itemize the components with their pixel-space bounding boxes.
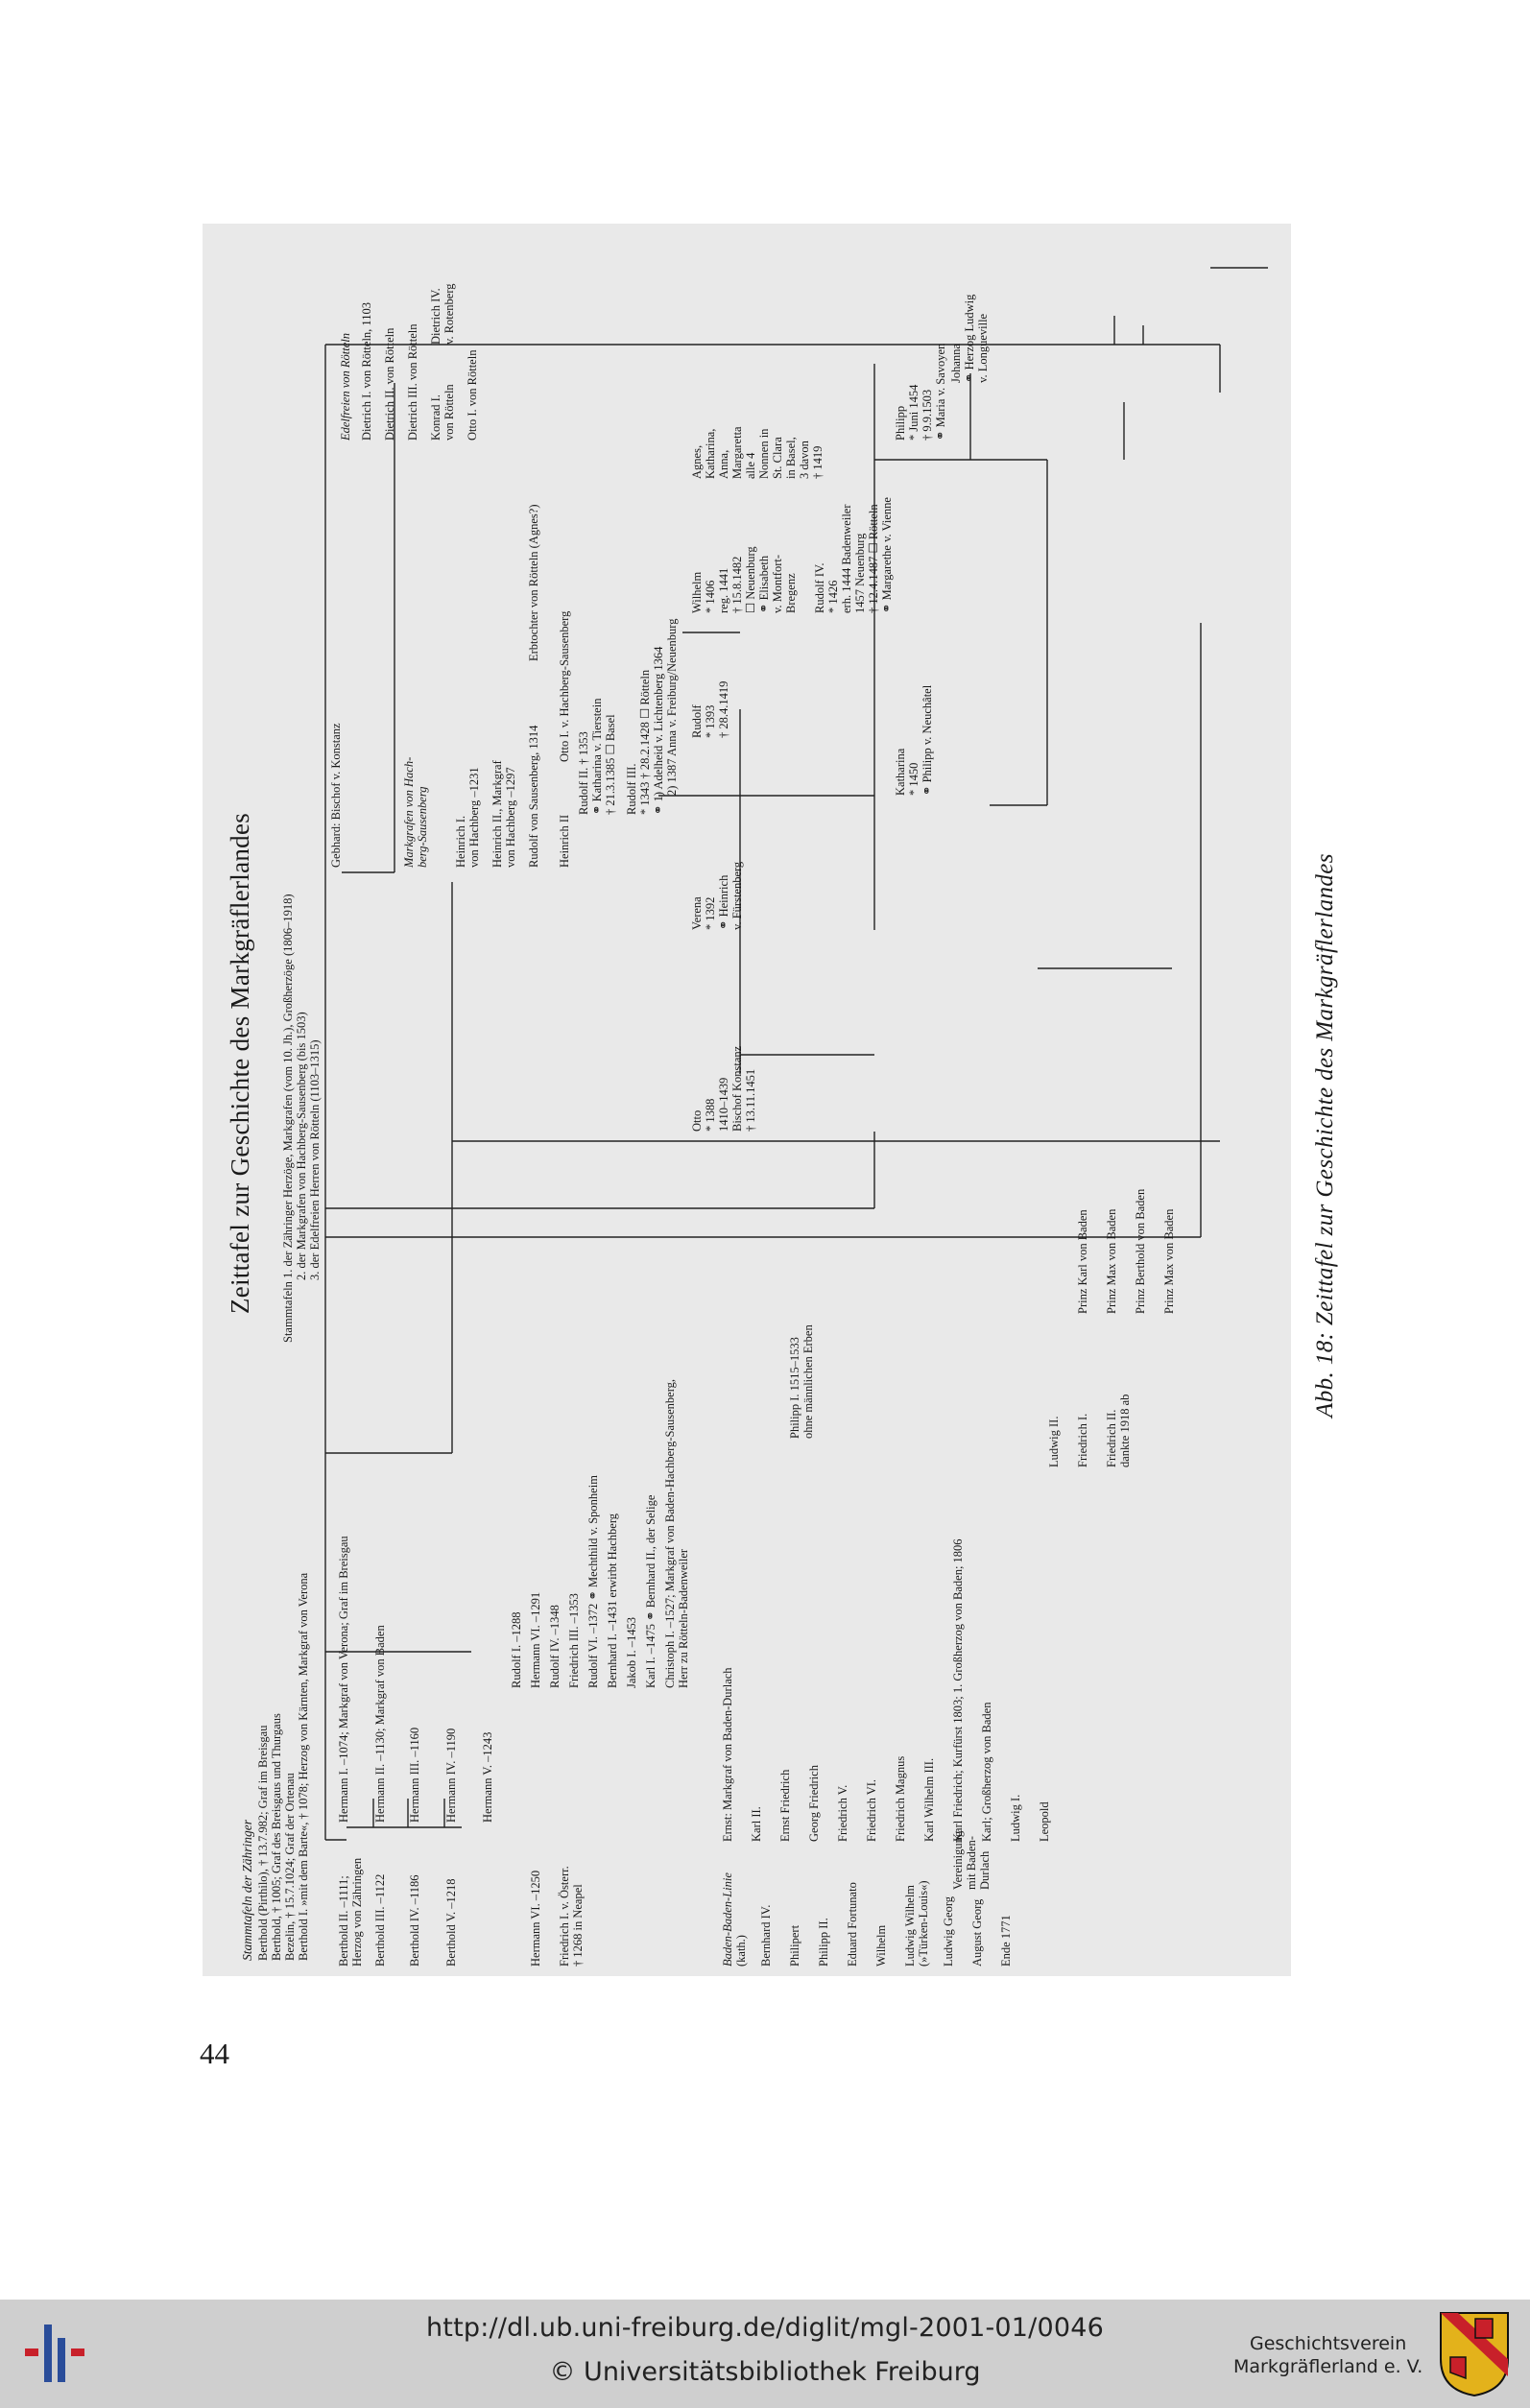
baden-christoph-1: Christoph I. –1527; Markgraf von Baden-Hachberg-Sausenberg, [663, 1378, 677, 1688]
hermann-2: Hermann II. –1130; Markgraf von Baden [373, 1625, 387, 1823]
rudolf-1393: Rudolf * 1393 † 28.4.1419 [690, 680, 730, 738]
legend-line-1: Stammtafeln 1. der Zähringer Herzöge, Markgrafen (vom 10. Jh.), Großherzöge (1806–1918) [281, 894, 295, 1343]
roetteln-dietrich-1: Dietrich I. von Rötteln, 1103 [360, 302, 373, 441]
philipp-1-note: ohne männlichen Erben [801, 1324, 815, 1439]
friedrich-oesterreich: Friedrich I. v. Österr. [558, 1866, 571, 1967]
hachberg-rudolf-sausenberg: Rudolf von Sausenberg, 1314 [527, 725, 540, 868]
hachberg-erbtochter: Erbtochter von Rötteln (Agnes?) [527, 504, 540, 661]
durlach-georg-friedrich: Georg Friedrich [807, 1765, 821, 1842]
footer-bar [0, 2300, 1530, 2408]
hachberg-heinrich-3: Heinrich II [558, 814, 571, 868]
baden-baden-heading: Baden-Baden-Linie [721, 1872, 734, 1967]
hachberg-heinrich-1a: Heinrich I. [454, 815, 467, 868]
modern-prinz-karl: Prinz Karl von Baden [1076, 1209, 1089, 1314]
hermann-3: Hermann III. –1160 [408, 1727, 421, 1823]
baden-hermann-6: Hermann VI. –1291 [529, 1591, 542, 1688]
bb-wilhelm: Wilhelm [874, 1924, 888, 1967]
baden-rudolf-1: Rudolf I. –1288 [510, 1611, 523, 1688]
roetteln-konrad-2: von Rötteln [442, 384, 456, 441]
herzog-berthold-2: Berthold II. –1111; [337, 1875, 350, 1967]
zaehringer-line-4: Berthold I. »mit dem Barte«, † 1078; Herzog von Kärnten, Markgraf von Verona [297, 1572, 310, 1961]
footer-url[interactable]: http://dl.ub.uni-freiburg.de/diglit/mgl-2001-01/0046 [426, 2313, 1104, 2343]
philipp-hachberg: Philipp * Juni 1454 † 9.9.1503 ⚭ Maria v. Savoyen [894, 343, 947, 441]
hachberg-rudolf-3: Rudolf III. [625, 763, 638, 815]
hermann-5: Hermann V. –1243 [481, 1731, 494, 1823]
modern-friedrich-2-abdication: dankte 1918 ab [1118, 1394, 1132, 1467]
philipp-1: Philipp I. 1515–1533 [788, 1337, 801, 1439]
baden-karl-1: Karl I. –1475 ⚭ Bernhard II., der Selige [644, 1494, 657, 1688]
page-number: 44 [200, 2037, 229, 2070]
coat-of-arms-icon [1437, 2309, 1512, 2397]
zaehringer-line-3: Bezelin, † 15.7.1024; Graf der Ortenau [283, 1773, 297, 1961]
roetteln-dietrich-4a: Dietrich IV. [429, 288, 442, 345]
verena: Verena * 1392 ⚭ Heinrich v. Fürstenberg [690, 861, 744, 930]
page-title: Zeittafel zur Geschichte des Markgräflerlandes [226, 812, 254, 1314]
legend-line-3: 3. der Edelfreien Herren von Rötteln (1103–1315) [308, 1039, 322, 1280]
durlach-karl-2: Karl II. [750, 1806, 763, 1842]
bb-bernhard-4: Bernhard IV. [759, 1904, 773, 1967]
herzog-berthold-3: Berthold III. –1122 [373, 1873, 387, 1967]
roetteln-dietrich-3: Dietrich III. von Rötteln [406, 323, 419, 441]
durlach-friedrich-5: Friedrich V. [836, 1784, 849, 1842]
durlach-karl-friedrich: Karl Friedrich; Kurfürst 1803; 1. Großherzog von Baden; 1806 [951, 1538, 965, 1842]
footer-organization: Geschichtsverein Markgräflerland e. V. [1233, 2333, 1423, 2377]
gebhard: Gebhard: Bischof v. Konstanz [329, 723, 343, 868]
wilhelm: Wilhelm * 1406 reg. 1441 † 15.8.1482 ☐ Neuenburg ⚭ Elisabeth v. Montfort- Bregenz [690, 546, 798, 613]
hachberg-rudolf-2c: † 21.3.1385 ☐ Basel [604, 714, 617, 815]
durlach-ernst-friedrich: Ernst Friedrich [778, 1769, 792, 1842]
durlach-karl: Karl; Großherzog von Baden [980, 1702, 993, 1842]
otto-bishop: Otto * 1388 1410–1439 Bischof Konstanz † 13.11.1451 [690, 1045, 757, 1132]
baden-rudolf-6: Rudolf VI. –1372 ⚭ Mechthild v. Sponheim [586, 1475, 600, 1688]
modern-prinz-max-2: Prinz Max von Baden [1162, 1208, 1176, 1314]
zaehringer-line-1: Berthold (Pirthilo), † 13.7.982; Graf im Breisgau [256, 1725, 270, 1961]
genealogy-chart [203, 224, 1291, 1976]
durlach-friedrich-magnus: Friedrich Magnus [894, 1755, 907, 1842]
hachberg-heading-1: Markgrafen von Hach- [402, 756, 416, 868]
hermann-1: Hermann I. –1074; Markgraf von Verona; Graf im Breisgau [337, 1536, 350, 1823]
friedrich-oesterreich-death: † 1268 in Neapel [571, 1884, 585, 1967]
baden-jakob-1: Jakob I. –1453 [625, 1617, 638, 1688]
bb-ludwig-georg: Ludwig Georg [942, 1895, 955, 1967]
hachberg-rudolf-2b: ⚭ Katharina v. Tierstein [590, 698, 604, 815]
footer-copyright: © Universitätsbibliothek Freiburg [549, 2357, 981, 2387]
roetteln-dietrich-4b: v. Rotenberg [442, 283, 456, 345]
zaehringer-heading: Stammtafeln der Zähringer [240, 1820, 254, 1961]
durlach-friedrich-6: Friedrich VI. [865, 1778, 878, 1842]
modern-prinz-max-1: Prinz Max von Baden [1105, 1208, 1118, 1314]
chart-plate [203, 224, 1291, 1976]
durlach-karl-wilhelm-3: Karl Wilhelm III. [922, 1757, 936, 1842]
baden-baden-heading-2: (kath.) [734, 1935, 748, 1967]
hachberg-heinrich-1b: von Hachberg –1231 [467, 767, 481, 868]
bb-august-georg: August Georg [970, 1898, 984, 1967]
baden-bernhard-1: Bernhard I. –1431 erwirbt Hachberg [606, 1513, 619, 1688]
vereinigung: Vereinigung mit Baden- Durlach [951, 1830, 992, 1890]
roetteln-dietrich-2: Dietrich II. von Rötteln [383, 327, 396, 441]
johanna: Johanna ⚭ Herzog Ludwig v. Longueville [949, 294, 990, 383]
hachberg-otto: Otto I. v. Hachberg-Sausenberg [558, 610, 571, 762]
durlach-ernst: Ernst: Markgraf von Baden-Durlach [721, 1667, 734, 1842]
hermann-4: Hermann IV. –1190 [444, 1728, 458, 1823]
modern-prinz-berthold: Prinz Berthold von Baden [1134, 1188, 1147, 1314]
katharina: Katharina * 1450 ⚭ Philipp v. Neuchâtel [894, 684, 934, 796]
modern-friedrich-1: Friedrich I. [1076, 1413, 1089, 1467]
bb-tuerken-louis: (»Türken-Louis«) [917, 1880, 930, 1967]
agnes-sisters: Agnes, Katharina, Anna, Margaretta alle 4 Nonnen in St. Clara in Basel, 3 davon † 1419 [690, 426, 825, 479]
hachberg-heinrich-2b: von Hachberg –1297 [504, 767, 517, 868]
hachberg-heading-2: berg-Sausenberg [416, 786, 429, 868]
baden-rudolf-4: Rudolf IV. –1348 [548, 1605, 562, 1688]
baden-christoph-1b: Herr zu Rötteln-Badenweiler [677, 1548, 690, 1688]
herzog-berthold-5: Berthold V. –1218 [444, 1878, 458, 1967]
herzog-berthold-4: Berthold IV. –1186 [408, 1874, 421, 1967]
bb-eduard: Eduard Fortunato [846, 1882, 859, 1967]
zaehringer-line-2: Berthold, † 1005; Graf des Breisgaus und Thurgaus [270, 1713, 283, 1961]
baden-friedrich-3: Friedrich III. –1353 [567, 1593, 581, 1688]
rudolf-iv: Rudolf IV. * 1426 erh. 1444 Badenweiler 1457 Neuenburg † 12.4.1487 ☐ Rötteln ⚭ Margarethe v. Vienne [813, 497, 894, 613]
roetteln-otto: Otto I. von Rötteln [466, 349, 479, 441]
bb-ende: Ende 1771 [999, 1915, 1013, 1967]
roetteln-heading: Edelfreien von Rötteln [339, 333, 352, 441]
herzog-title: Herzog von Zähringen [350, 1857, 364, 1967]
durlach-ludwig-1: Ludwig I. [1009, 1794, 1022, 1842]
hachberg-heinrich-2a: Heinrich II., Markgraf [490, 760, 504, 868]
bb-ludwig-wilhelm: Ludwig Wilhelm [903, 1884, 917, 1967]
bb-philipert: Philipert [788, 1924, 801, 1967]
hachberg-rudolf-3d: 2) 1387 Anna v. Freiburg/Neuenburg [665, 618, 679, 796]
legend-line-2: 2. der Markgrafen von Hachberg-Sausenberg (bis 1503) [295, 1012, 308, 1280]
modern-ludwig-2: Ludwig II. [1047, 1416, 1061, 1467]
hermann-6-1250: Hermann VI. –1250 [529, 1870, 542, 1967]
hachberg-rudolf-2: Rudolf II. † 1353 [577, 731, 590, 815]
bb-philipp-2: Philipp II. [817, 1918, 830, 1967]
hachberg-rudolf-3c: ⚭ 1) Adelheid v. Lichtenberg 1364 [652, 646, 665, 815]
roetteln-konrad-1: Konrad I. [429, 394, 442, 441]
hachberg-rudolf-3b: * 1343 † 28.2.1428 ☐ Rötteln [638, 669, 652, 815]
durlach-leopold: Leopold [1038, 1801, 1051, 1842]
modern-friedrich-2: Friedrich II. [1105, 1409, 1118, 1467]
